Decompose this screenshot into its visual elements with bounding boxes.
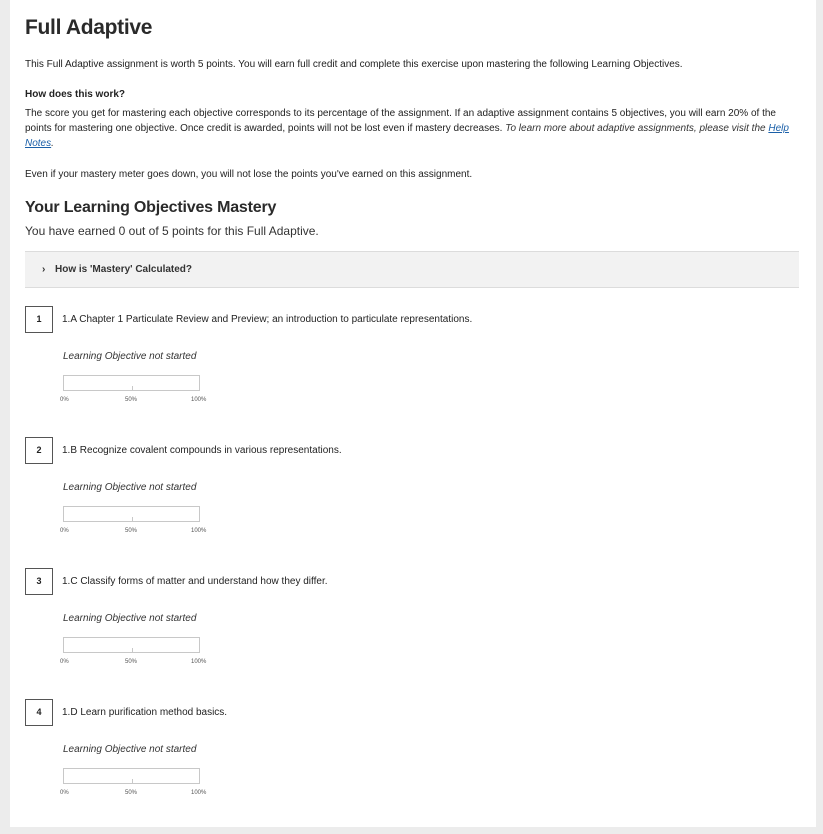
objective-number: 3 — [25, 568, 53, 595]
meter-midpoint-tick — [132, 779, 133, 784]
mastery-calculation-accordion[interactable] — [25, 251, 799, 288]
page-title: Full Adaptive — [25, 16, 153, 39]
objective-item — [25, 699, 785, 819]
how-body-italic: To learn more about adaptive assignments, please visit the Help Notes. — [25, 123, 789, 149]
meter-midpoint-tick — [132, 648, 133, 653]
mastery-note: Even if your mastery meter goes down, you will not lose the points you've earned on this assignment. — [25, 169, 473, 180]
meter-label-min: 0% — [60, 397, 69, 403]
help-notes-link[interactable]: Help Notes — [25, 123, 789, 149]
how-italic-text: To learn more about adaptive assignments, please visit the — [505, 123, 766, 134]
mastery-meter — [63, 768, 200, 784]
meter-label-min: 0% — [60, 790, 69, 796]
meter-label-mid: 50% — [125, 790, 138, 796]
meter-label-max: 100% — [191, 528, 207, 534]
meter-label-max: 100% — [191, 790, 207, 796]
objective-number: 4 — [25, 699, 53, 726]
objective-title: 1.B Recognize covalent compounds in various representations. — [62, 445, 342, 456]
mastery-meter — [63, 375, 200, 391]
intro-text: This Full Adaptive assignment is worth 5 points. You will earn full credit and complete this exercise upon mastering the following Learning Objectives. — [25, 59, 683, 70]
meter-label-mid: 50% — [125, 528, 138, 534]
mastery-meter — [63, 637, 200, 653]
objective-title: 1.A Chapter 1 Particulate Review and Preview; an introduction to particulate representations. — [62, 314, 473, 325]
meter-label-max: 100% — [191, 397, 207, 403]
objective-number: 2 — [25, 437, 53, 464]
objective-title: 1.D Learn purification method basics. — [62, 707, 228, 718]
objective-number: 1 — [25, 306, 53, 333]
assignment-page — [10, 0, 816, 827]
objective-status: Learning Objective not started — [63, 744, 197, 755]
meter-label-mid: 50% — [125, 397, 138, 403]
how-body-text: The score you get for mastering each objective corresponds to its percentage of the assignment. If an adaptive assignment contains 5 objectives, you will earn 20% of the points for mastering one objective. Once credit is awarded, points will not be lost even if mastery decreases. — [25, 108, 776, 134]
meter-label-max: 100% — [191, 659, 207, 665]
meter-label-min: 0% — [60, 528, 69, 534]
mastery-meter — [63, 506, 200, 522]
objective-status: Learning Objective not started — [63, 613, 197, 624]
objective-title: 1.C Classify forms of matter and understand how they differ. — [62, 576, 328, 587]
objective-item — [25, 568, 785, 688]
meter-midpoint-tick — [132, 386, 133, 391]
meter-label-min: 0% — [60, 659, 69, 665]
objective-item — [25, 437, 785, 557]
how-body — [25, 106, 800, 151]
points-earned: You have earned 0 out of 5 points for this Full Adaptive. — [25, 224, 319, 238]
chevron-right-icon: › — [42, 264, 46, 275]
how-heading: How does this work? — [25, 89, 126, 100]
objective-status: Learning Objective not started — [63, 351, 197, 362]
mastery-heading: Your Learning Objectives Mastery — [25, 199, 277, 216]
objective-item — [25, 306, 785, 426]
meter-midpoint-tick — [132, 517, 133, 522]
accordion-label: How is 'Mastery' Calculated? — [55, 264, 193, 275]
objective-status: Learning Objective not started — [63, 482, 197, 493]
meter-label-mid: 50% — [125, 659, 138, 665]
